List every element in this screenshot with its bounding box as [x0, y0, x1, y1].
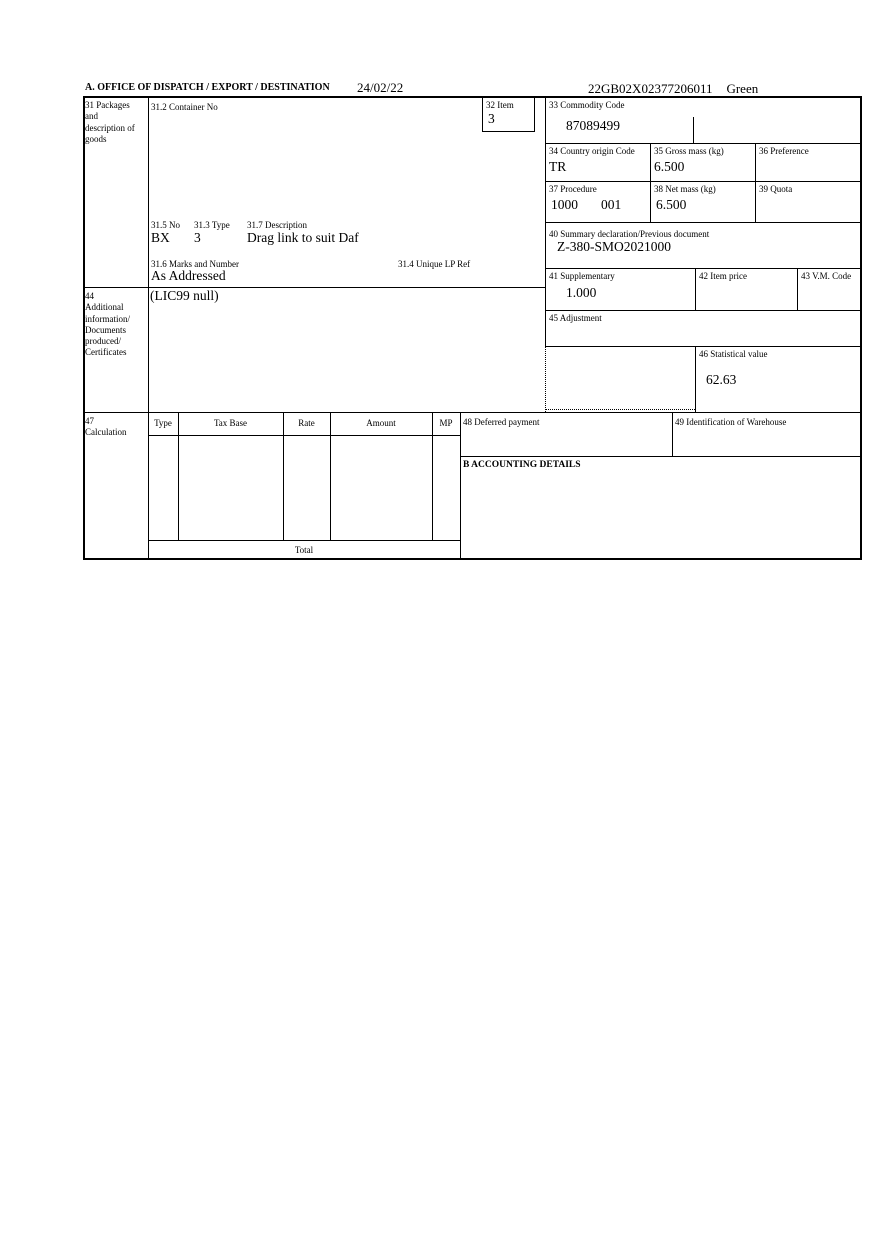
box47-number: 47 [85, 416, 94, 426]
box31-5-value: BX [151, 230, 170, 245]
table-col-line-taxbase [283, 412, 284, 540]
box42-label: 42 Item price [699, 271, 747, 281]
table-col-line-amount [432, 412, 433, 540]
form-border-top [83, 96, 862, 98]
box49-label: 49 Identification of Warehouse [675, 417, 787, 427]
box31-2-label: 31.2 Container No [151, 102, 218, 112]
movement-reference-number: 22GB02X02377206011 [588, 81, 713, 96]
box46-label: 46 Statistical value [699, 349, 768, 359]
box31-7-label: 31.7 Description [247, 220, 307, 230]
routing-status: Green [726, 81, 759, 96]
box31-label: 31 Packages and description of goods [85, 100, 135, 144]
box47-label [85, 416, 139, 439]
box46-value: 62.63 [706, 372, 737, 387]
declaration-reference [588, 81, 758, 97]
dotted-divider-bottom [545, 409, 695, 410]
accounting-details-label: B ACCOUNTING DETAILS [463, 460, 581, 470]
box33-label: 33 Commodity Code [549, 100, 625, 110]
office-of-dispatch-label: A. OFFICE OF DISPATCH / EXPORT / DESTINATION [85, 82, 330, 93]
box37-label: 37 Procedure [549, 184, 597, 194]
form-border-right [860, 96, 862, 560]
divider-box31-right [545, 96, 546, 346]
box44-value: (LIC99 null) [150, 288, 219, 303]
table-total-label: Total [294, 545, 314, 555]
table-border-right [460, 412, 461, 560]
box31-3-label: 31.3 Type [194, 220, 230, 230]
box31-7-value: Drag link to suit Daf [247, 230, 359, 245]
table-col-line-rate [330, 412, 331, 540]
box38-label: 38 Net mass (kg) [654, 184, 716, 194]
box32-border-left [482, 96, 483, 132]
accounting-top-line [460, 456, 862, 457]
calculation-section-top-line [83, 412, 862, 413]
box37-value: 1000 [551, 197, 578, 212]
box36-label: 36 Preference [759, 146, 809, 156]
col-line-650 [650, 143, 651, 222]
box43-label: 43 V.M. Code [801, 271, 852, 281]
table-total-top-line [148, 540, 460, 541]
box37-value2: 001 [601, 197, 622, 212]
dotted-divider-left [545, 346, 546, 412]
box47-label-text: Calculation [85, 427, 127, 438]
box31-6-value: As Addressed [151, 268, 226, 283]
row-line-310 [545, 310, 862, 311]
box34-label: 34 Country origin Code [549, 146, 635, 156]
box32-border-bottom [482, 131, 535, 132]
box48-label: 48 Deferred payment [463, 417, 540, 427]
form-border-bottom [83, 558, 862, 560]
row-line-268 [545, 268, 862, 269]
box31-5-label: 31.5 No [151, 220, 180, 230]
box34-value: TR [549, 159, 567, 174]
box45-label: 45 Adjustment [549, 313, 602, 323]
row-line-181 [545, 181, 862, 182]
box44-label-text: Additional information/ Documents produced/ Certificates [85, 302, 130, 358]
row-line-346 [545, 346, 862, 347]
box40-label: 40 Summary declaration/Previous document [549, 229, 710, 239]
box41-label: 41 Supplementary [549, 271, 615, 281]
box31-4-label: 31.4 Unique LP Ref [398, 259, 471, 269]
box44-label [85, 291, 139, 359]
box46-border-left [695, 346, 696, 412]
table-header-bottom-line [148, 435, 460, 436]
box31-3-value: 3 [194, 230, 201, 245]
divider-box48-box49 [672, 412, 673, 456]
box44-number: 44 [85, 291, 94, 301]
row-line-143 [545, 143, 862, 144]
box32-border-right [534, 96, 535, 132]
table-col-line-type [178, 412, 179, 540]
table-header-amount: Amount [366, 418, 396, 428]
box32-label: 32 Item [486, 100, 514, 110]
col-line-755 [755, 143, 756, 222]
box38-value: 6.500 [656, 197, 687, 212]
table-header-mp: MP [439, 418, 453, 428]
box32-value: 3 [488, 111, 495, 126]
col-line-695a [695, 268, 696, 310]
box40-value: Z-380-SMO2021000 [557, 239, 671, 254]
table-header-rate: Rate [298, 418, 315, 428]
col-line-797 [797, 268, 798, 310]
declaration-date: 24/02/22 [357, 80, 404, 95]
box31-6-label: 31.6 Marks and Number [151, 259, 239, 269]
row-line-222 [545, 222, 862, 223]
box33-inner-divider [693, 117, 694, 143]
box35-value: 6.500 [654, 159, 685, 174]
table-header-type: Type [154, 418, 172, 428]
box35-label: 35 Gross mass (kg) [654, 146, 724, 156]
box33-value: 87089499 [566, 118, 620, 133]
box39-label: 39 Quota [759, 184, 793, 194]
divider-label-column [148, 96, 149, 560]
table-header-tax-base: Tax Base [213, 418, 248, 428]
box41-value: 1.000 [566, 285, 597, 300]
